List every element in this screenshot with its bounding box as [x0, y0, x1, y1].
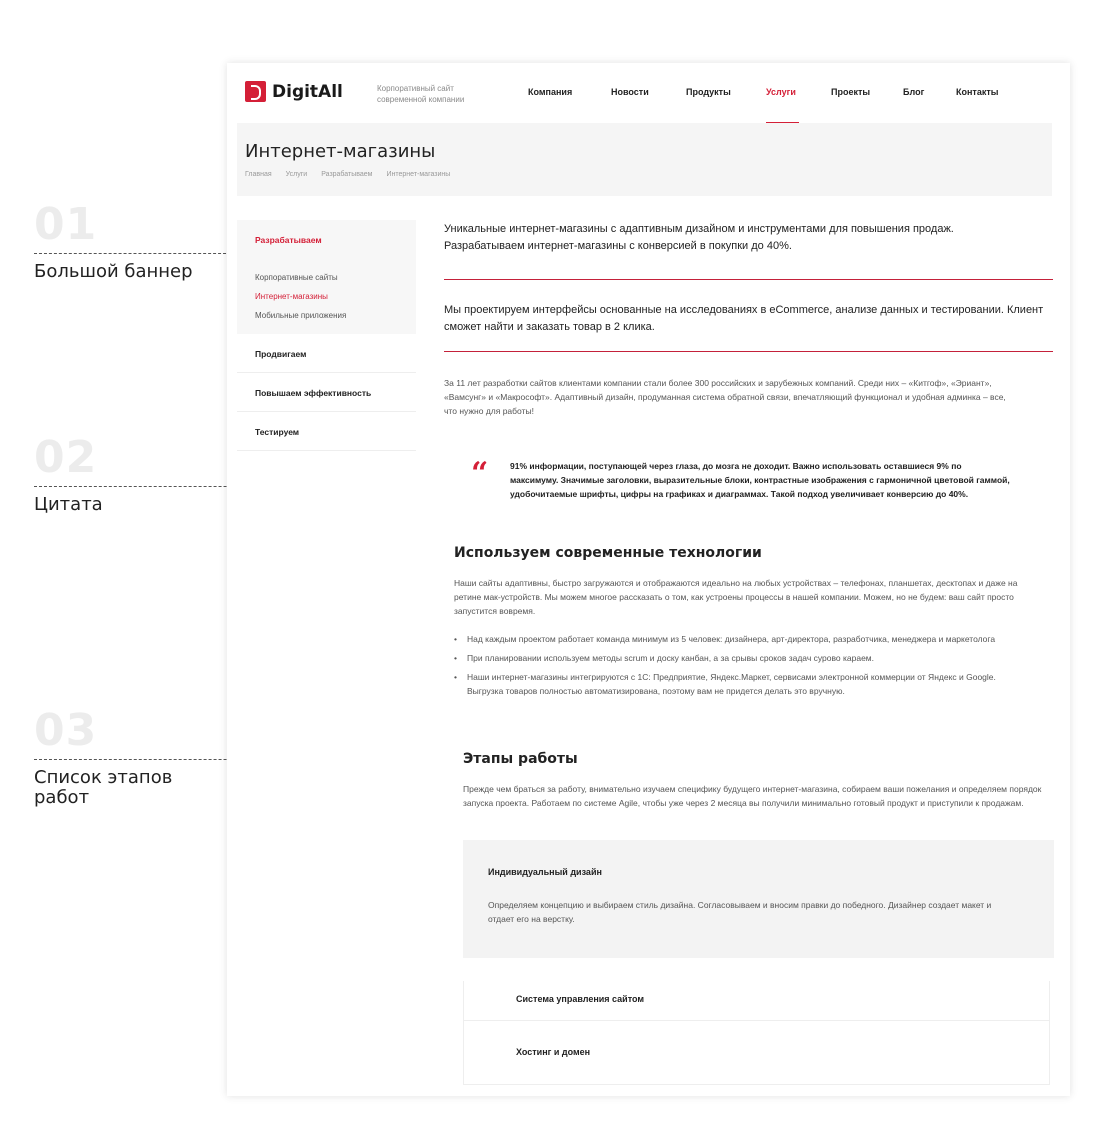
quote-text: 91% информации, поступающей через глаза, до мозга не доходит. Важно использовать оставшиеся 9% по максимуму. Значимые заголовки, выразительные блоки, контрастные изображения с гармоничной цветовой гаммой, удобочитаемые шрифты, цифры на графиках и диаграммах. Такой подход увеличивает конверсию до 40%.	[510, 461, 1010, 499]
annotation-number: 03	[34, 705, 98, 756]
sidebar-group-title[interactable]: Разрабатываем	[255, 235, 322, 245]
page-banner	[237, 123, 1052, 196]
sidebar-item-efficiency[interactable]	[237, 373, 416, 412]
annotation-number: 02	[34, 432, 98, 483]
sidebar-sub-mobile[interactable]: Мобильные приложения	[255, 311, 347, 320]
sidebar-item-testing[interactable]	[237, 412, 416, 451]
breadcrumb-current: Интернет-магазины	[386, 171, 451, 178]
sidebar-sub-eshops[interactable]: Интернет-магазины	[255, 292, 328, 301]
list-item: • Наши интернет-магазины интегрируются с 1С: Предприятие, Яндекс.Маркет, сервисами электронной коммерции от Яндекс и Google. Выгрузка товаров полностью автоматизирована, поэтому вам не придется делать это вручную.	[454, 670, 1024, 698]
page-title: Интернет-магазины	[245, 141, 436, 162]
nav-item-contacts[interactable]: Контакты	[956, 87, 999, 97]
sidebar-item-label: Тестируем	[255, 427, 300, 437]
list-item: • При планировании используем методы scrum и доску канбан, а за срывы сроков задач сурово караем.	[454, 651, 1024, 665]
page-mockup	[227, 63, 1070, 1096]
sidebar-item-label: Повышаем эффективность	[255, 388, 372, 398]
stage-item[interactable]	[463, 1021, 1050, 1085]
annotation-label: Большой баннер	[34, 261, 193, 282]
stages-heading: Этапы работы	[463, 751, 578, 767]
nav-item-products[interactable]: Продукты	[686, 87, 731, 97]
breadcrumb	[245, 171, 450, 178]
nav-item-company[interactable]: Компания	[528, 87, 573, 97]
tagline: Корпоративный сайт современной компании	[377, 84, 465, 104]
lead-paragraph-2: Мы проектируем интерфейсы основанные на исследованиях в eCommerce, анализе данных и тестировании. Клиент сможет найти и заказать товар в 2 клика.	[444, 304, 1044, 333]
tech-bullet-list	[454, 632, 1024, 703]
lead-paragraph-1: Уникальные интернет-магазины с адаптивным дизайном и инструментами для повышения продаж. Разрабатываем интернет-магазины с конверсией в покупки до 40%.	[444, 223, 954, 252]
breadcrumb-item[interactable]: Разрабатываем	[321, 171, 373, 178]
divider	[444, 351, 1053, 352]
tech-paragraph: Наши сайты адаптивны, быстро загружаются и отображаются идеально на любых устройствах – телефонах, планшетах, десктопах и даже на ретине мак-устройств. Мы можем многое рассказать о том, как устроены процессы в нашей компании. Можем, но не будем: ваш сайт просто запустится вовремя.	[454, 578, 1018, 616]
quote-icon: “	[471, 456, 489, 491]
logo[interactable]	[245, 81, 343, 102]
sidebar-sub-corporate[interactable]: Корпоративные сайты	[255, 273, 338, 282]
stage-title: Индивидуальный дизайн	[488, 867, 602, 877]
annotation-label: Цитата	[34, 494, 103, 515]
tech-heading: Используем современные технологии	[454, 545, 762, 561]
annotation-number: 01	[34, 199, 98, 250]
logo-icon	[245, 81, 266, 102]
brand-name: DigitAll	[272, 81, 343, 102]
sidebar-group-develop	[237, 220, 416, 334]
sidebar	[237, 220, 416, 451]
sidebar-item-label: Продвигаем	[255, 349, 307, 359]
list-item: • Над каждым проектом работает команда минимум из 5 человек: дизайнера, арт-директора, разработчика, менеджера и маркетолога	[454, 632, 1024, 646]
stage-item[interactable]	[463, 981, 1050, 1021]
sidebar-item-promote[interactable]	[237, 334, 416, 373]
nav-item-blog[interactable]: Блог	[903, 87, 925, 97]
divider	[444, 279, 1053, 280]
nav-item-services[interactable]: Услуги	[766, 87, 796, 97]
intro-paragraph: За 11 лет разработки сайтов клиентами компании стали более 300 российских и зарубежных компаний. Среди них – «Китгоф», «Эриант», «Вамсунг» и «Макрософт». Адаптивный дизайн, продуманная система обратной связи, впечатляющий функционал и удобная админка – все, что нужно для работы!	[444, 378, 1006, 416]
stage-item-expanded[interactable]	[463, 840, 1054, 958]
nav-item-projects[interactable]: Проекты	[831, 87, 871, 97]
stage-title: Система управления сайтом	[516, 994, 645, 1004]
breadcrumb-item[interactable]: Услуги	[285, 171, 308, 178]
breadcrumb-item[interactable]: Главная	[245, 171, 272, 178]
nav-item-news[interactable]: Новости	[611, 87, 649, 97]
stages-paragraph: Прежде чем браться за работу, внимательно изучаем специфику будущего интернет-магазина, собираем ваши пожелания и определяем порядок запуска проекта. Работаем по системе Agile, чтобы уже через 2 месяца вы получили минимально готовый продукт и приступили к продажам.	[463, 784, 1042, 808]
stage-title: Хостинг и домен	[516, 1047, 591, 1057]
site-header	[227, 63, 1070, 123]
annotation-label: Список этапов работ	[34, 767, 173, 808]
stage-body: Определяем концепцию и выбираем стиль дизайна. Согласовываем и вносим правки до победного. Дизайнер создает макет и отдает его на верстку.	[488, 900, 992, 924]
